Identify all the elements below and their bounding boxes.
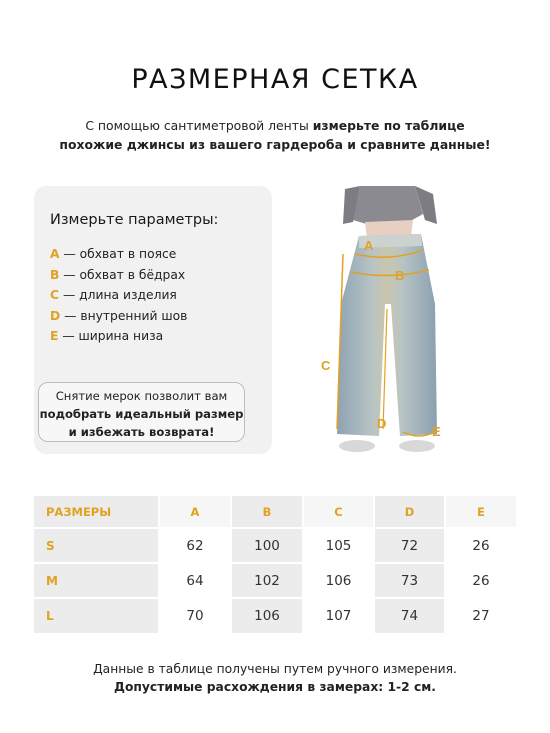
table-header-cell: C [304, 496, 373, 527]
subtitle-line1-bold: измерьте по таблице [312, 118, 465, 133]
jeans-shape [337, 234, 437, 436]
sweater-shape [353, 186, 423, 226]
param-item-d [50, 306, 187, 327]
table-size-label: L [34, 599, 158, 633]
left-shoe [339, 440, 375, 452]
param-text: — внутренний шов [60, 308, 188, 323]
table-cell: 26 [446, 564, 516, 597]
param-text: — обхват в поясе [59, 247, 177, 261]
table-cell: 26 [446, 529, 516, 562]
size-table-grid [34, 496, 516, 633]
param-letter: D [50, 308, 61, 323]
table-cell: 27 [446, 599, 516, 633]
note-line1: Снятие мерок позволит вам [55, 389, 228, 403]
table-cell: 64 [160, 564, 230, 597]
subtitle-line2-bold: похожие джинсы из вашего гардероба и сравните данные! [59, 137, 491, 152]
right-shoe [399, 440, 435, 452]
table-cell: 70 [160, 599, 230, 633]
table-size-label: M [34, 564, 158, 597]
table-header-cell: E [446, 496, 516, 527]
param-item-c [50, 285, 187, 306]
param-letter: C [50, 288, 60, 302]
table-cell: 106 [304, 564, 373, 597]
param-letter: A [50, 247, 60, 261]
params-list [50, 244, 187, 347]
subtitle [0, 116, 550, 154]
figure-label-d: D [377, 416, 387, 431]
table-cell: 106 [232, 599, 302, 633]
table-header-cell: B [232, 496, 302, 527]
table-cell: 62 [160, 529, 230, 562]
param-text: — ширина низа [58, 329, 164, 343]
table-size-label: S [34, 529, 158, 562]
footer-note [0, 661, 550, 696]
note-line2: подобрать идеальный размер [39, 407, 244, 421]
table-cell: 72 [375, 529, 444, 562]
param-item-e [50, 326, 187, 347]
figure-label-e: E [432, 424, 441, 439]
param-text: — длина изделия [59, 288, 177, 302]
subtitle-line1: С помощью сантиметровой ленты [85, 118, 313, 133]
param-letter: E [50, 329, 59, 343]
params-title: Измерьте параметры: [50, 212, 219, 228]
figure-label-b: B [395, 268, 405, 283]
param-item-a [50, 244, 187, 265]
table-header-cell: A [160, 496, 230, 527]
measure-note [38, 382, 245, 442]
page-title: РАЗМЕРНАЯ СЕТКА [131, 64, 419, 95]
table-cell: 107 [304, 599, 373, 633]
jeans-illustration [285, 184, 515, 459]
note-line3: и избежать возврата! [68, 425, 215, 439]
figure-label-a: A [364, 238, 374, 253]
model-figure [285, 184, 515, 459]
table-cell: 102 [232, 564, 302, 597]
size-table [34, 496, 516, 633]
table-cell: 73 [375, 564, 444, 597]
table-cell: 74 [375, 599, 444, 633]
table-cell: 100 [232, 529, 302, 562]
table-header-cell: D [375, 496, 444, 527]
params-card [34, 186, 272, 454]
param-letter: B [50, 267, 60, 282]
table-header-cell: РАЗМЕРЫ [34, 496, 158, 527]
footer-line2: Допустимые расхождения в замерах: 1-2 см. [114, 679, 436, 694]
table-cell: 105 [304, 529, 373, 562]
figure-label-c: C [321, 358, 331, 373]
param-item-b [50, 265, 187, 286]
footer-line1: Данные в таблице получены путем ручного измерения. [93, 662, 457, 676]
param-text: — обхват в бёдрах [59, 267, 186, 282]
